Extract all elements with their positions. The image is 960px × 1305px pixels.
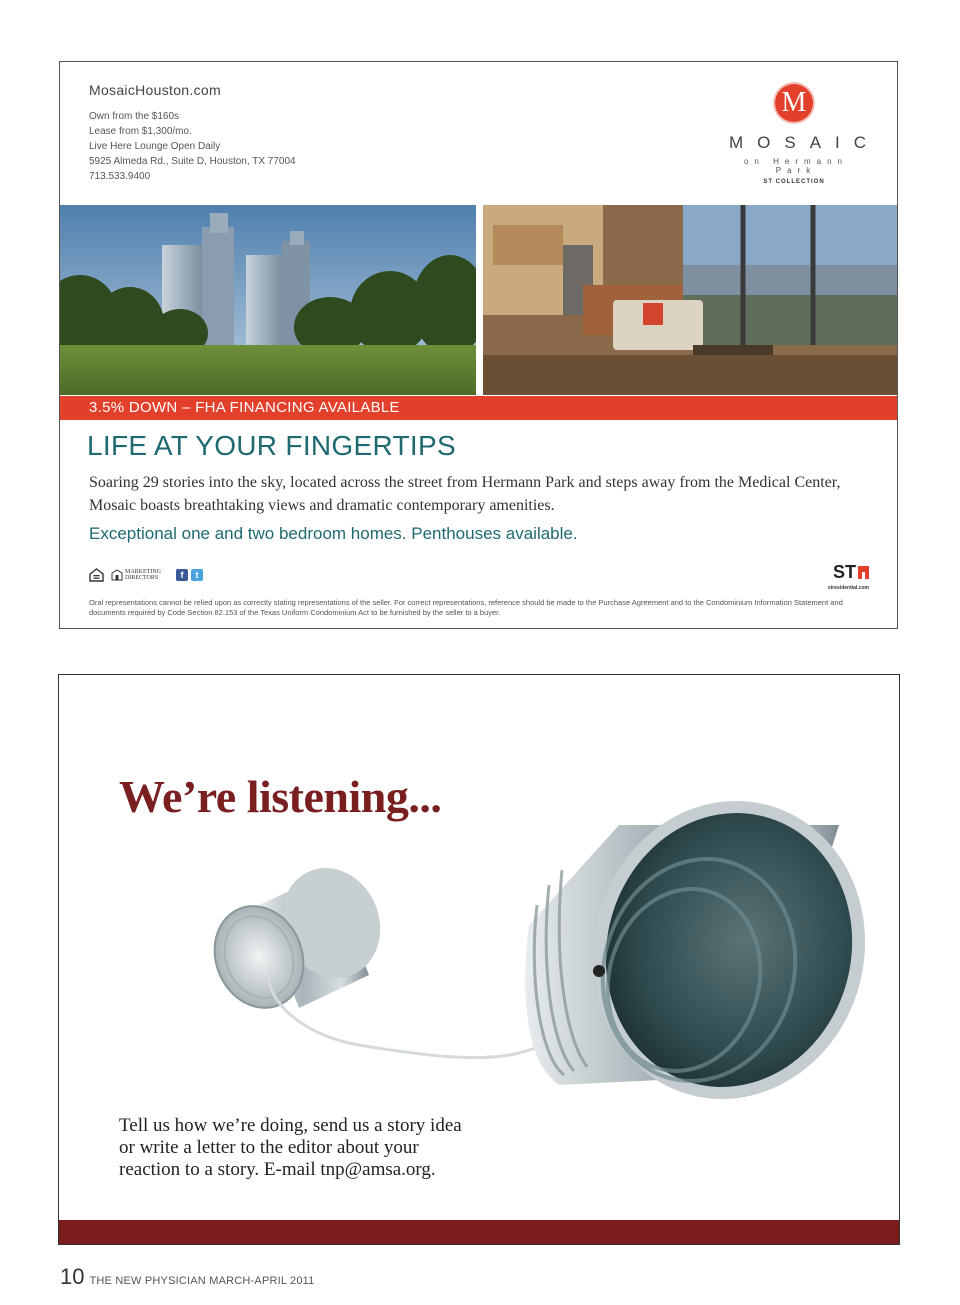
- listening-footer-bar: [59, 1220, 899, 1244]
- contact-line: 5925 Almeda Rd., Suite D, Houston, TX 77004: [89, 156, 296, 167]
- mosaic-logo: [719, 84, 881, 185]
- listening-body-line: or write a letter to the editor about your: [119, 1137, 419, 1158]
- st-logo-mark: [828, 562, 869, 583]
- listening-advertisement: [58, 674, 900, 1245]
- st-residential-logo: [828, 562, 869, 591]
- listening-body-text: [119, 1115, 519, 1181]
- mosaic-body-text: Soaring 29 stories into the sky, located across the street from Hermann Park and steps away from the Medical Center, Mosaic boasts breathtaking views and dramatic contemporary amenities.: [89, 474, 841, 514]
- contact-info: [89, 109, 296, 184]
- financing-banner-text: 3.5% DOWN – FHA FINANCING AVAILABLE: [89, 399, 400, 416]
- marketing-directors-logo: [111, 569, 161, 581]
- building-exterior-photo: [60, 205, 476, 395]
- listening-headline: We’re listening...: [119, 771, 442, 822]
- apartment-interior-photo: [483, 205, 897, 395]
- contact-line: Own from the $160s: [89, 111, 180, 122]
- mosaic-tagline: Exceptional one and two bedroom homes. Penthouses available.: [89, 524, 578, 543]
- st-website[interactable]: stresidential.com: [827, 585, 869, 591]
- mosaic-advertisement: [59, 61, 898, 629]
- mosaic-logo-subtitle: on Hermann Park: [743, 157, 849, 175]
- contact-line: Lease from $1,300/mo.: [89, 126, 192, 137]
- contact-line: Live Here Lounge Open Daily: [89, 141, 221, 152]
- mosaic-logo-name: MOSAIC: [729, 133, 881, 152]
- mosaic-logo-collection: ST COLLECTION: [763, 179, 825, 185]
- facebook-icon[interactable]: f: [176, 569, 188, 581]
- marketing-directors-text: MARKETING DIRECTORS: [125, 569, 161, 581]
- contact-line: 713.533.9400: [89, 171, 151, 182]
- st-logo-text: ST: [832, 562, 856, 582]
- financing-banner: [60, 396, 897, 420]
- mosaic-logo-icon: M: [775, 84, 813, 122]
- listening-body-line: Tell us how we’re doing, send us a story idea: [119, 1115, 462, 1136]
- building-icon: [111, 569, 123, 581]
- twitter-icon[interactable]: t: [191, 569, 203, 581]
- partner-icons: [89, 567, 203, 583]
- mosaic-website[interactable]: MosaicHouston.com: [89, 82, 221, 98]
- page-number: 10: [60, 1264, 85, 1289]
- page-footer: [60, 1264, 315, 1290]
- legal-disclaimer: Oral representations cannot be relied upon as correctly stating representations of the seller. For correct representations, reference should be made to the Purchase Agreement and to the Condominium Information Statement and documents required by Code Section 82.153 of the Texas Uniform Condominium Act to be furnished by the seller to a buyer.: [89, 598, 843, 617]
- mosaic-headline: LIFE AT YOUR FINGERTIPS: [87, 430, 456, 461]
- equal-housing-icon: [89, 568, 104, 582]
- publication-title: THE NEW PHYSICIAN MARCH-APRIL 2011: [89, 1275, 315, 1287]
- listening-body-line: reaction to a story. E-mail tnp@amsa.org.: [119, 1159, 436, 1180]
- st-logo-icon: [858, 566, 869, 579]
